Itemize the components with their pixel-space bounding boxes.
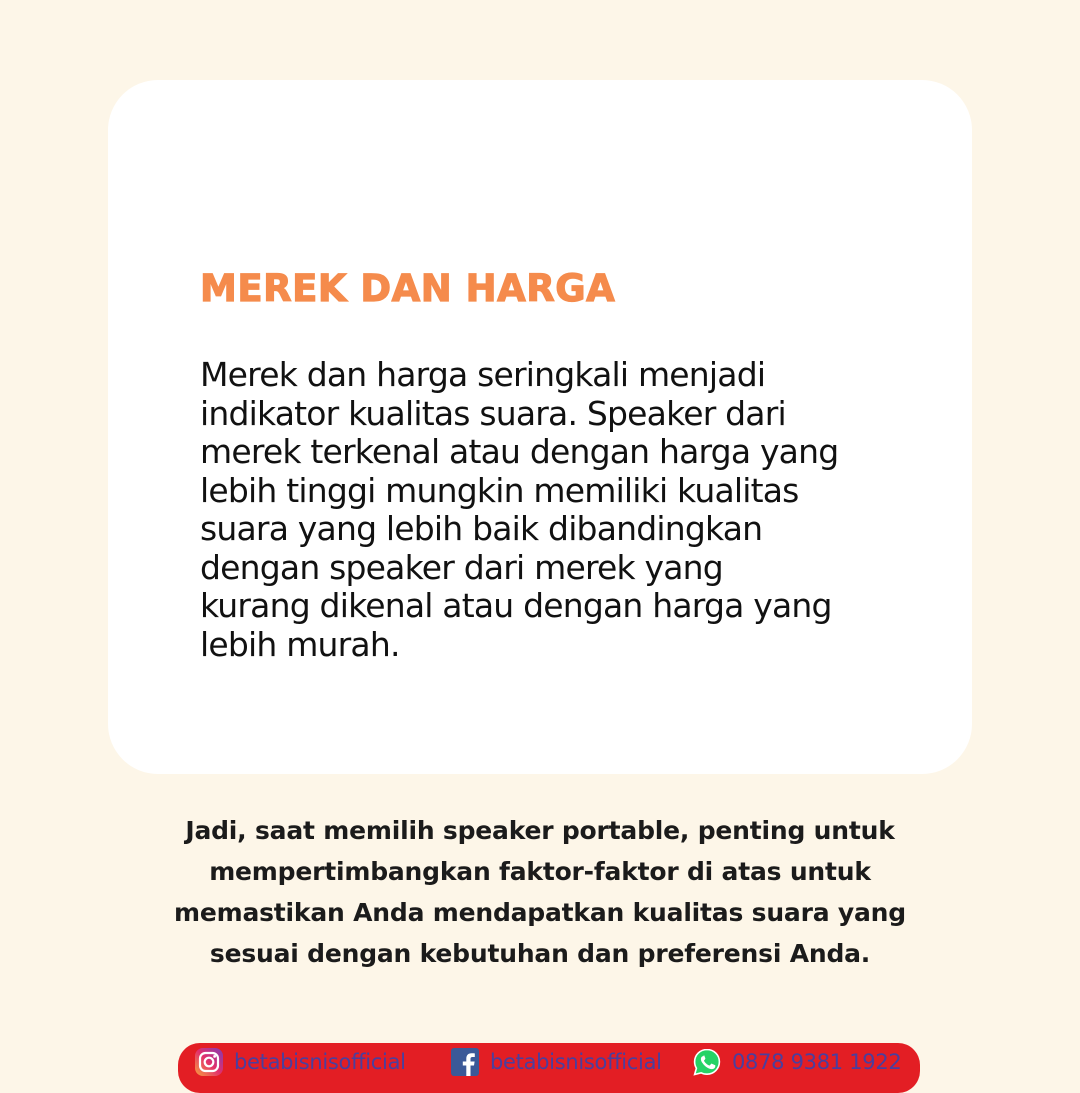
conclusion-text: Jadi, saat memilih speaker portable, penting untuk mempertimbangkan faktor-faktor di atas untuk memastikan Anda mendapatkan kualitas suara yang sesuai dengan kebutuhan dan preferensi Anda. bbox=[174, 816, 906, 968]
contact-footer bbox=[178, 1043, 920, 1093]
whatsapp-number: 0878 9381 1922 bbox=[732, 1049, 902, 1074]
section-body: Merek dan harga seringkali menjadi indikator kualitas suara. Speaker dari merek terkenal atau dengan harga yang lebih tinggi mungkin memiliki kualitas suara yang lebih baik dibandingkan dengan speaker dari merek yang kurang dikenal atau dengan harga yang lebih murah. bbox=[200, 355, 839, 664]
section-heading: MEREK DAN HARGA bbox=[200, 267, 616, 310]
instagram-icon bbox=[194, 1047, 224, 1077]
whatsapp-icon bbox=[692, 1047, 722, 1077]
facebook-contact[interactable] bbox=[450, 1043, 662, 1080]
whatsapp-contact[interactable] bbox=[692, 1043, 901, 1080]
instagram-handle: betabisnisofficial bbox=[234, 1049, 406, 1074]
instagram-contact[interactable] bbox=[194, 1043, 406, 1080]
facebook-icon bbox=[450, 1047, 480, 1077]
content-card bbox=[108, 80, 972, 774]
facebook-handle: betabisnisofficial bbox=[490, 1049, 662, 1074]
